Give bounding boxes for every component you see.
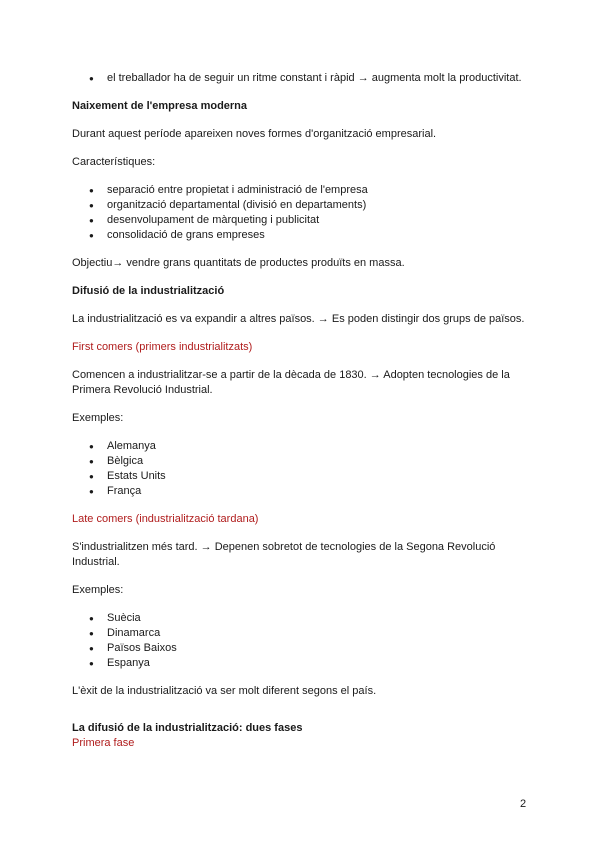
paragraph-intro: Durant aquest període apareixen noves formes d'organització empresarial. — [72, 128, 437, 140]
page-content — [72, 71, 532, 751]
section-heading-two-phases: La difusió de la industrialització: dues fases — [72, 722, 303, 734]
examples-label: Exemples: — [72, 412, 124, 424]
first-comers-list — [72, 439, 532, 499]
paragraph-late-comers: S'industrialitzen més tard. → Depenen sobretot de tecnologies de la Segona Revolució Industrial. — [72, 541, 496, 568]
list-item: ● França — [72, 484, 532, 499]
page-number: 2 — [520, 798, 527, 810]
list-item: ● Espanya — [72, 656, 532, 671]
list-item: ● el treballador ha de seguir un ritme constant i ràpid → augmenta molt la productivitat. — [72, 71, 532, 86]
examples-label: Exemples: — [72, 584, 124, 596]
paragraph-first-comers: Comencen a industrialitzar-se a partir de la dècada de 1830. → Adopten tecnologies de la Primera Revolució Industrial. — [72, 369, 510, 396]
list-item: ● Països Baixos — [72, 641, 532, 656]
list-item: ● Alemanya — [72, 439, 532, 454]
list-item: ● desenvolupament de màrqueting i publicitat — [72, 213, 532, 228]
characteristics-label: Característiques: — [72, 156, 156, 168]
section-heading-diffusion: Difusió de la industrialització — [72, 285, 225, 297]
characteristics-list — [72, 183, 532, 243]
list-item: ● organització departamental (divisió en departaments) — [72, 198, 532, 213]
subheading-late-comers: Late comers (industrialització tardana) — [72, 513, 259, 525]
paragraph-diffusion-intro: La industrialització es va expandir a altres països. → Es poden distingir dos grups de països. — [72, 313, 525, 325]
list-item: ● Bèlgica — [72, 454, 532, 469]
objective-paragraph: Objectiu→ vendre grans quantitats de productes produïts en massa. — [72, 257, 405, 269]
list-item: ● Dinamarca — [72, 626, 532, 641]
late-comers-list — [72, 611, 532, 671]
list-item: ● Estats Units — [72, 469, 532, 484]
list-item: ● consolidació de grans empreses — [72, 228, 532, 243]
section-heading-modern-company: Naixement de l'empresa moderna — [72, 100, 248, 112]
top-bullet-list — [72, 71, 532, 86]
list-item: ● separació entre propietat i administració de l'empresa — [72, 183, 532, 198]
list-item: ● Suècia — [72, 611, 532, 626]
subheading-first-comers: First comers (primers industrialitzats) — [72, 341, 253, 353]
subheading-first-phase: Primera fase — [72, 737, 135, 749]
conclusion-paragraph: L'èxit de la industrialització va ser molt diferent segons el país. — [72, 685, 377, 697]
